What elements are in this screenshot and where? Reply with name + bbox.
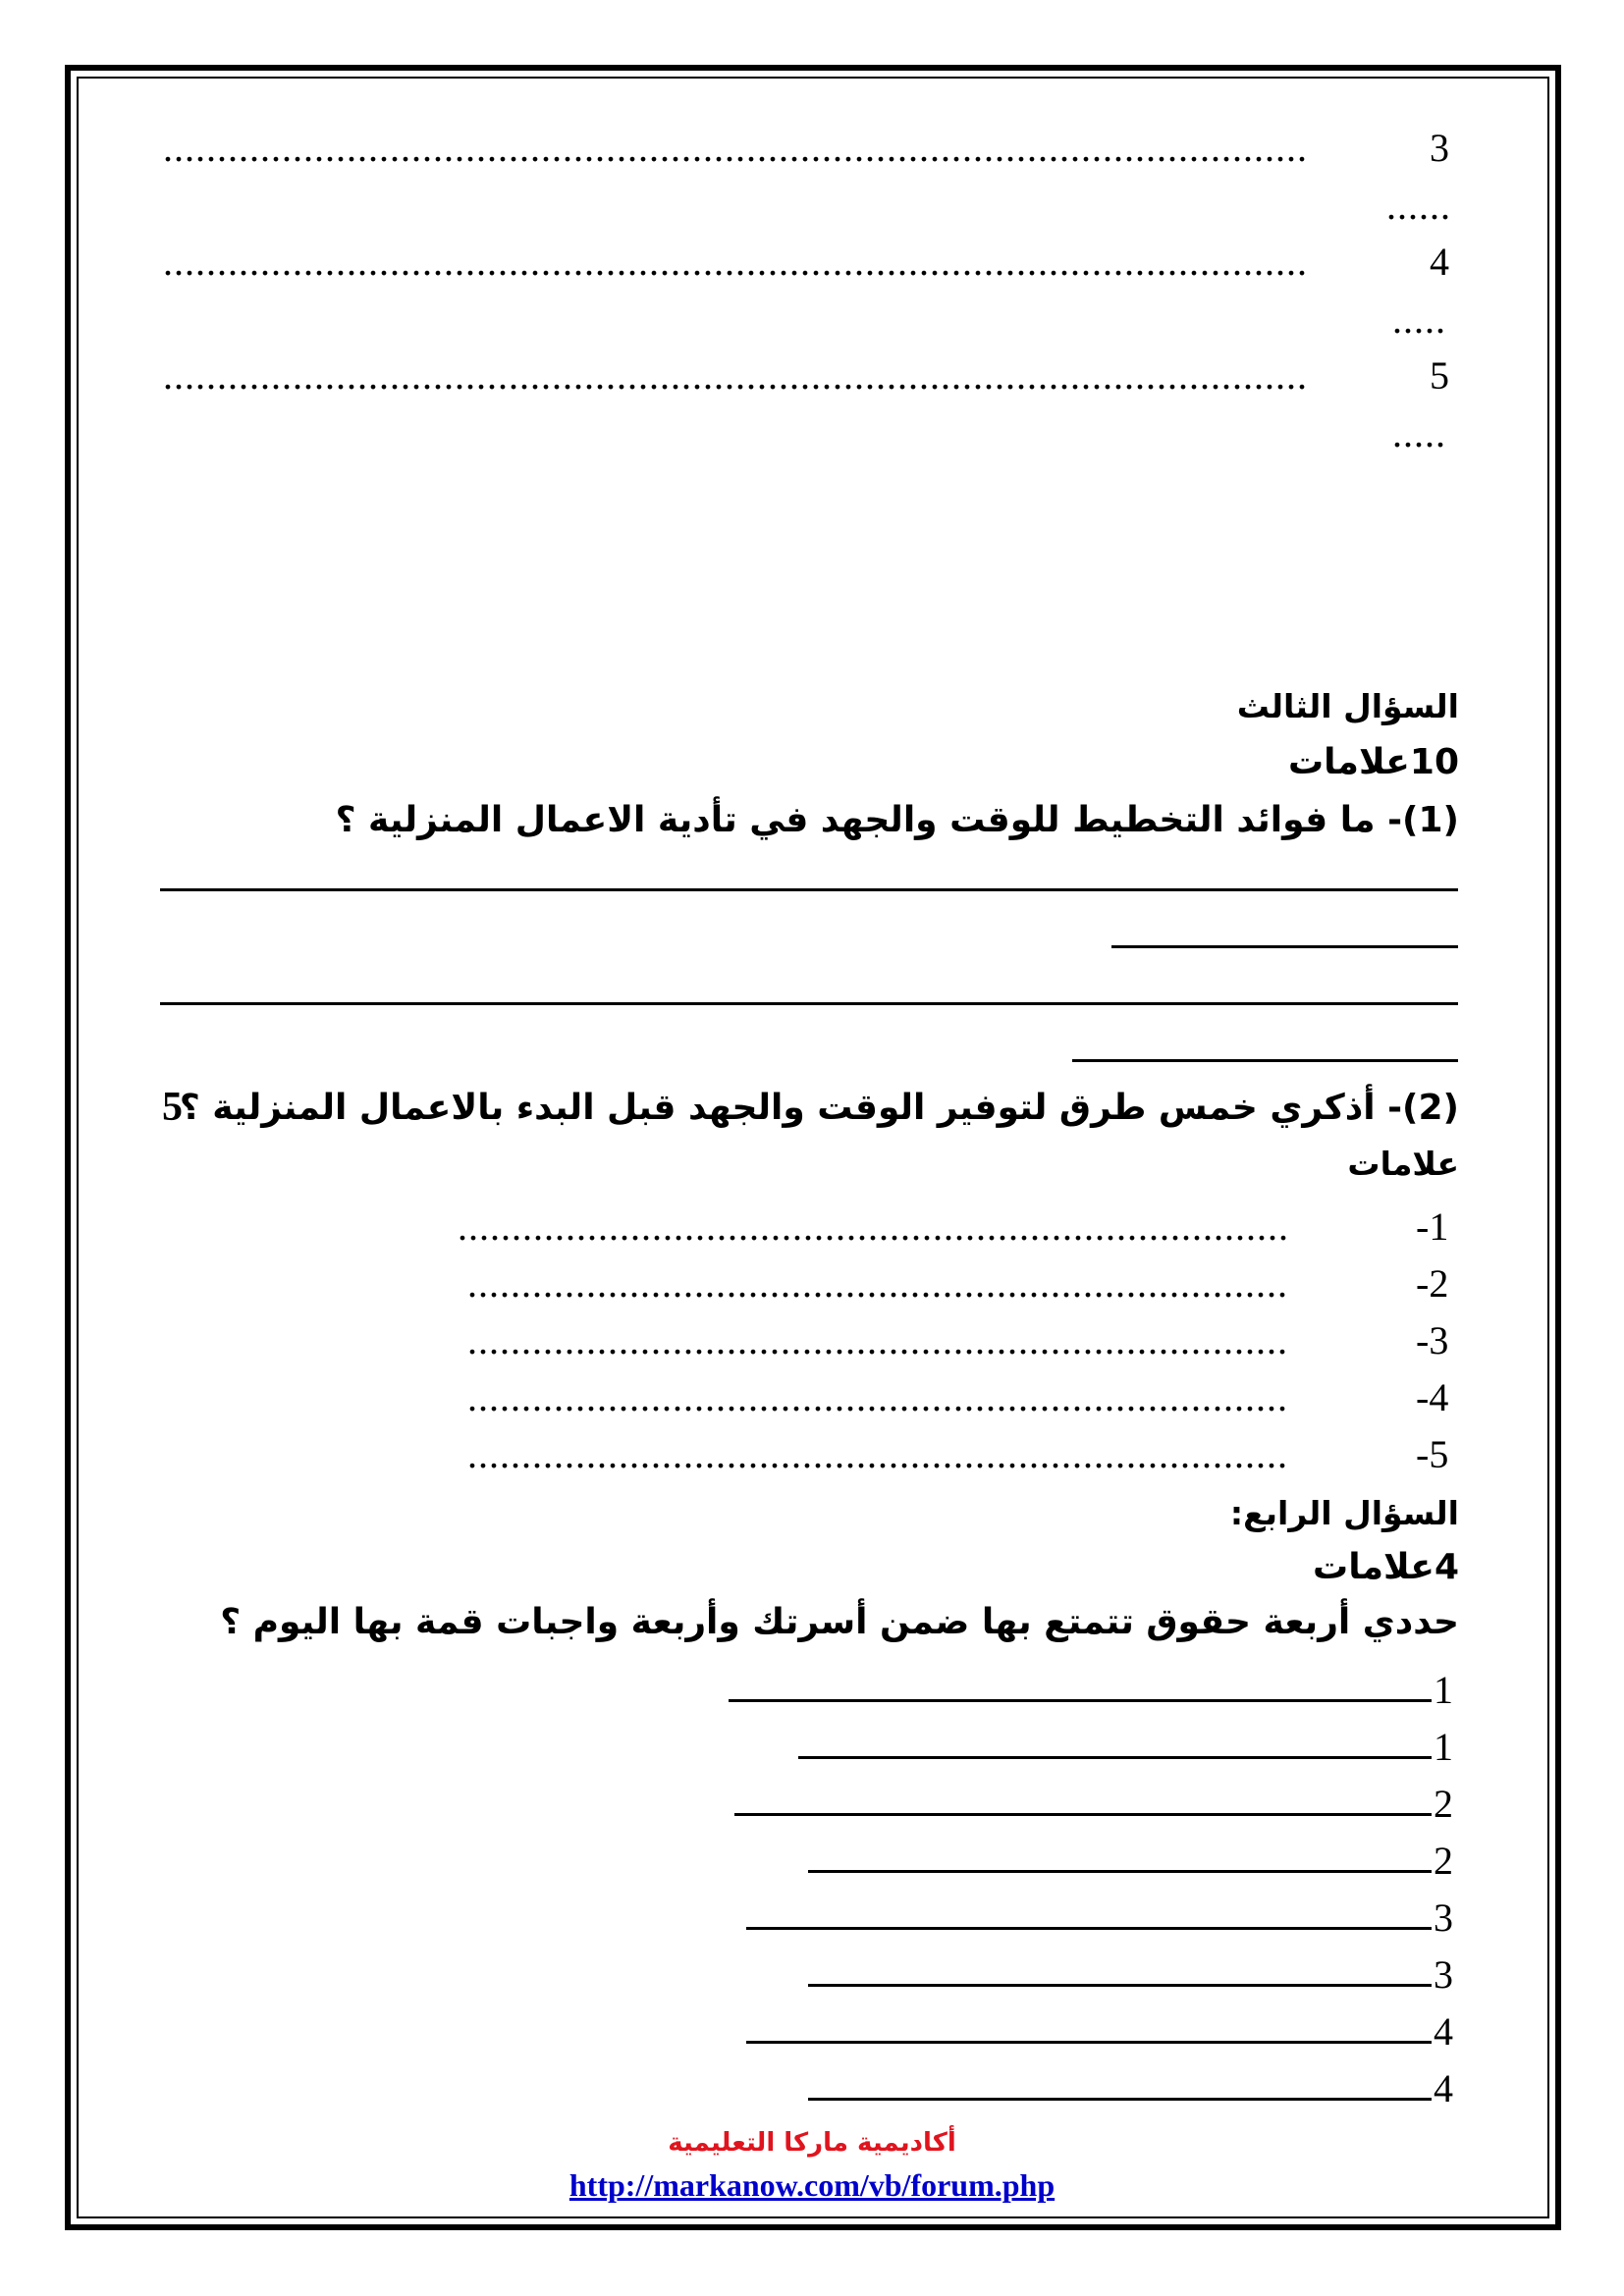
answer-number: 4 [1434,2009,1453,2054]
answer-number: 4 [1430,240,1449,284]
dot-leader: ............................................................................ [467,1318,1288,1362]
dot-leader: .......................................................................................................... [163,126,1308,170]
answer-number: -4 [1416,1375,1449,1419]
answer-number: -5 [1416,1432,1449,1476]
answer-number: 3 [1434,1952,1453,1997]
answer-line [729,1699,1432,1702]
answer-line [160,1002,1458,1005]
answer-number: 1 [1434,1725,1453,1769]
answer-number: 4 [1434,2066,1453,2110]
answer-number: -1 [1416,1204,1449,1249]
question-3-part-2-marks-number: 5 [162,1085,183,1130]
answer-line [808,1870,1432,1873]
answer-continuation: ...... [1386,184,1451,228]
question-3-part-2-marks-word: علامات [1347,1145,1459,1183]
question-3-part-1: (1)- ما فوائد التخطيط للوقت والجهد في تأدية الاعمال المنزلية ؟ [335,800,1459,840]
answer-line [808,2098,1432,2101]
answer-line [746,2041,1432,2044]
question-4-question: حددي أربعة حقوق تتمتع بها ضمن أسرتك وأربعة واجبات قمة بها اليوم ؟ [220,1602,1459,1642]
dot-leader: ............................................................................ [467,1261,1288,1306]
answer-number: 2 [1434,1782,1453,1826]
answer-line [1072,1059,1458,1062]
answer-number: 2 [1434,1839,1453,1883]
answer-number: -3 [1416,1318,1449,1362]
question-3-part-2: (2)- أذكري خمس طرق لتوفير الوقت والجهد قبل البدء بالاعمال المنزلية ؟ [179,1088,1459,1128]
answer-line [160,888,1458,891]
answer-line [1111,945,1458,948]
answer-continuation: ..... [1392,297,1446,342]
question-3-title: السؤال الثالث [1236,687,1459,725]
answer-continuation: ..... [1392,411,1446,455]
question-3-marks: 10علامات [1287,742,1459,782]
answer-line [808,1984,1432,1987]
footer-forum-link[interactable]: http://markanow.com/vb/forum.php [568,2167,1056,2203]
question-4-title: السؤال الرابع: [1229,1494,1459,1532]
dot-leader: ............................................................................ [467,1432,1288,1476]
answer-line [798,1756,1432,1759]
answer-number: 3 [1434,1896,1453,1940]
question-4-marks: 4علامات [1313,1547,1459,1587]
dot-leader: ............................................................................. [458,1204,1289,1249]
footer-academy-name: أكاديمية ماركا التعليمية [668,2128,956,2158]
dot-leader: .......................................................................................................... [163,353,1308,398]
answer-number: -2 [1416,1261,1449,1306]
answer-number: 3 [1430,126,1449,170]
answer-number: 5 [1430,353,1449,398]
answer-line [734,1813,1432,1816]
dot-leader: .......................................................................................................... [163,240,1308,284]
answer-line [746,1927,1432,1930]
dot-leader: ............................................................................ [467,1375,1288,1419]
answer-number: 1 [1434,1668,1453,1712]
